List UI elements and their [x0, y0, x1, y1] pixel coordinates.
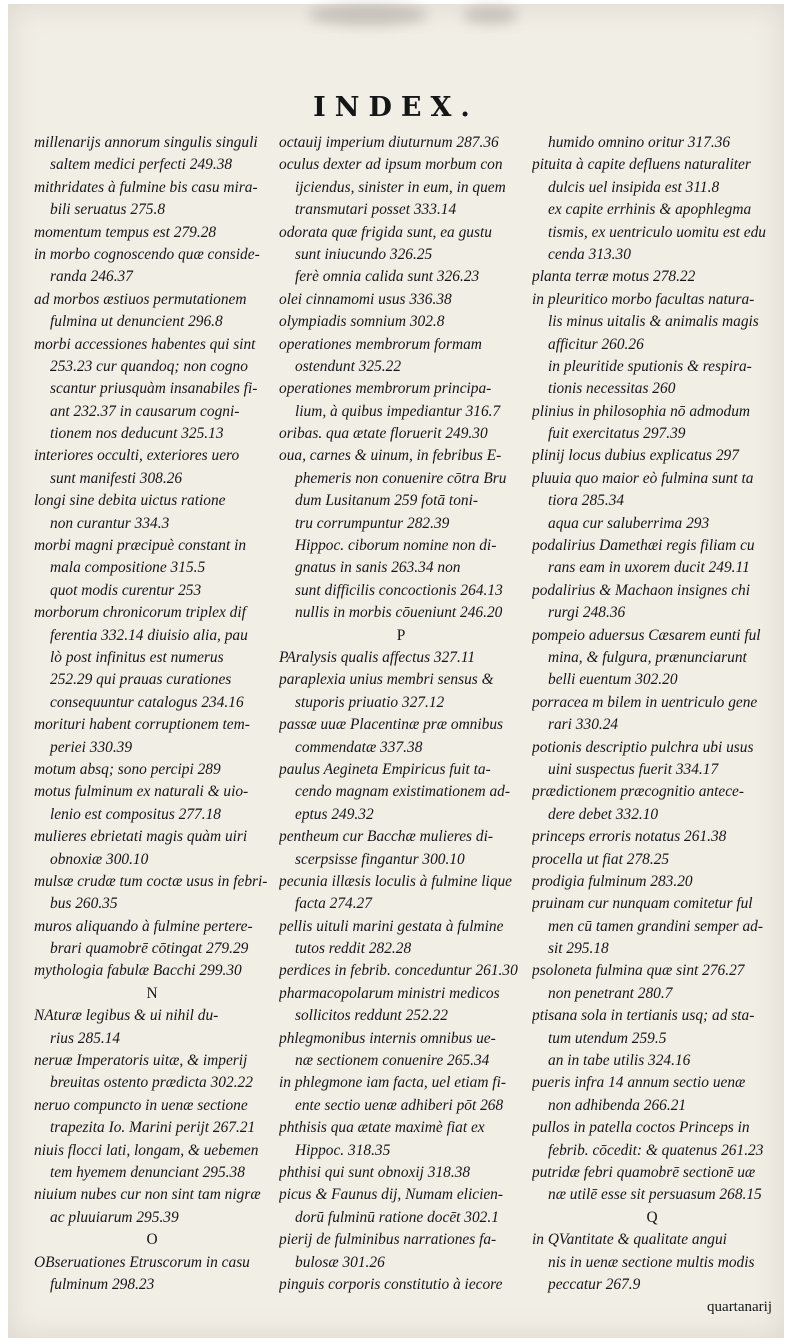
index-entry-line: tem hyemem denunciant 295.38: [50, 1163, 245, 1181]
index-entry-line: lenio est compositus 277.18: [50, 805, 221, 823]
index-entry-line: quot modis curentur 253: [50, 581, 202, 599]
index-entry-line: ant 232.37 in causarum cogni-: [50, 402, 240, 420]
index-entry-line: muros aliquando à fulmine pertere-: [34, 917, 253, 935]
index-entry-line: tiora 285.34: [548, 492, 625, 510]
index-entry-line: pruinam cur nunquam comitetur ful: [532, 895, 753, 913]
index-column-2: [279, 132, 523, 1296]
index-entry-line: tutos reddit 282.28: [295, 940, 412, 958]
section-letter: O: [146, 1231, 158, 1249]
index-entry-line: fuit exercitatus 297.39: [548, 425, 686, 443]
index-entry-line: paraplexia unius membri sensus &: [279, 671, 494, 689]
index-entry-line: odorata quæ frigida sunt, ea gustu: [279, 223, 492, 241]
index-entry-line: procella ut fiat 278.25: [532, 850, 670, 868]
index-entry-line: oculus dexter ad ipsum morbum con: [279, 156, 503, 174]
section-letter: Q: [646, 1208, 658, 1226]
index-column-3: [532, 132, 772, 1319]
index-entry-line: morituri habent corruptionem tem-: [34, 716, 250, 734]
index-entry-line: commendatæ 337.38: [295, 738, 423, 756]
index-entry-line: in morbo cognoscendo quæ conside-: [34, 245, 260, 263]
index-entry-line: pentheum cur Bacchæ mulieres di-: [279, 828, 493, 846]
index-entry-line: eptus 249.32: [295, 805, 374, 823]
index-entry-line: niuis flocci lati, longam, & uebemen: [34, 1141, 259, 1159]
index-entry-line: breuitas ostento prædicta 302.22: [50, 1074, 253, 1092]
index-entry-line: in pleuritide sputionis & respira-: [548, 357, 752, 375]
index-entry-line: morborum chronicorum triplex dif: [34, 604, 246, 622]
index-entry-line: saltem medici perfecti 249.38: [50, 156, 233, 174]
index-entry-line: sunt manifesti 308.26: [50, 469, 183, 487]
index-entry-line: sunt difficilis concoctionis 264.13: [295, 581, 503, 599]
index-entry-line: fulmina ut denuncient 296.8: [50, 313, 223, 331]
index-entry-line: lium, à quibus impediantur 316.7: [295, 402, 501, 420]
index-entry-line: næ utilē esse sit persuasum 268.15: [548, 1186, 762, 1204]
index-entry-line: ferè omnia calida sunt 326.23: [295, 268, 480, 286]
index-entry-line: plinius in philosophia nō admodum: [532, 402, 751, 420]
index-entry-line: non curantur 334.3: [50, 514, 170, 532]
index-entry-line: bili seruatus 275.8: [50, 201, 166, 219]
index-entry-line: tionem nos deducunt 325.13: [50, 425, 224, 443]
index-entry-line: tru corrumpuntur 282.39: [295, 514, 450, 532]
index-entry-line: tismis, ex uentriculo uomitu est edu: [548, 223, 767, 241]
index-entry-line: dum Lusitanum 259 fotā toni-: [295, 492, 478, 510]
index-entry-line: motum absq; sono percipi 289: [34, 760, 221, 778]
index-entry-line: in QVantitate & qualitate angui: [532, 1231, 727, 1249]
page-title: INDEX.: [313, 92, 479, 123]
index-entry-line: oua, carnes & uinum, in febribus E-: [279, 447, 502, 465]
index-entry-line: scantur priusquàm insanabiles fi-: [50, 380, 258, 398]
index-entry-line: mulieres ebrietati magis quàm uiri: [34, 828, 248, 846]
index-entry-line: randa 246.37: [50, 268, 133, 286]
index-entry-line: sit 295.18: [548, 940, 609, 958]
index-entry-line: morbi accessiones habentes qui sint: [34, 335, 256, 353]
index-entry-line: longi sine debita uictus ratione: [34, 492, 226, 510]
index-entry-line: olei cinnamomi usus 336.38: [279, 290, 452, 308]
index-entry-line: Hippoc. ciborum nomine non di-: [295, 537, 497, 555]
index-entry-line: lò post infinitus est numerus: [50, 648, 224, 666]
index-entry-line: phlegmonibus internis omnibus ue-: [279, 1029, 496, 1047]
index-entry-line: fulminum 298.23: [50, 1275, 155, 1293]
index-entry-line: interiores occulti, exteriores uero: [34, 447, 240, 465]
index-entry-line: trapezita Io. Marini perijt 267.21: [50, 1119, 256, 1137]
index-entry-line: dorū fulminū ratione docēt 302.1: [295, 1208, 499, 1226]
index-entry-line: scerpsisse fingantur 300.10: [295, 850, 465, 868]
index-entry-line: febrib. cōcedit: & quatenus 261.23: [548, 1141, 764, 1159]
index-entry-line: princeps erroris notatus 261.38: [532, 828, 727, 846]
index-entry-line: putridæ febri quamobrē sectionē uæ: [532, 1163, 756, 1181]
index-entry-line: peccatur 267.9: [548, 1275, 641, 1293]
index-entry-line: dere debet 332.10: [548, 805, 659, 823]
index-entry-line: brari quamobrē cōtingat 279.29: [50, 940, 249, 958]
index-entry-line: an in tabe utilis 324.16: [548, 1052, 691, 1070]
index-entry-line: mithridates à fulmine bis casu mira-: [34, 178, 258, 196]
index-entry-line: facta 274.27: [295, 895, 372, 913]
index-entry-line: motus fulminum ex naturali & uio-: [34, 783, 249, 801]
index-entry-line: lis minus uitalis & animalis magis: [548, 313, 759, 331]
index-entry-line: uini suspectus fuerit 334.17: [548, 760, 719, 778]
index-entry-line: afficitur 260.26: [548, 335, 644, 353]
index-entry-line: PAralysis qualis affectus 327.11: [279, 648, 476, 666]
index-entry-line: bus 260.35: [50, 895, 118, 913]
index-entry-line: transmutari posset 333.14: [295, 201, 457, 219]
index-entry-line: prodigia fulminum 283.20: [532, 872, 693, 890]
index-entry-line: psoloneta fulmina quæ sint 276.27: [532, 962, 745, 980]
index-entry-line: prædictionem præcognitio antece-: [532, 783, 745, 801]
index-entry-line: Hippoc. 318.35: [295, 1141, 391, 1159]
index-entry-line: ijciendus, sinister in eum, in quem: [295, 178, 506, 196]
index-entry-line: sunt iniucundo 326.25: [295, 245, 433, 263]
index-entry-line: nis in uenæ sectione multis modis: [548, 1253, 755, 1271]
index-entry-line: rius 285.14: [50, 1029, 121, 1047]
index-entry-line: tum utendum 259.5: [548, 1029, 667, 1047]
index-entry-line: mulsæ crudæ tum coctæ usus in febri-: [34, 872, 268, 890]
index-entry-line: dulcis uel insipida est 311.8: [548, 178, 720, 196]
index-entry-line: bulosæ 301.26: [295, 1253, 385, 1271]
index-entry-line: phthisi qui sunt obnoxij 318.38: [279, 1163, 471, 1181]
index-entry-line: phemeris non conuenire cōtra Bru: [295, 469, 507, 487]
index-entry-line: ferentia 332.14 diuisio alia, pau: [50, 626, 248, 644]
index-entry-line: plinij locus dubius explicatus 297: [532, 447, 739, 465]
index-entry-line: rari 330.24: [548, 716, 619, 734]
index-entry-line: pierij de fulminibus narrationes fa-: [279, 1231, 497, 1249]
index-entry-line: ac pluuiarum 295.39: [50, 1208, 179, 1226]
index-entry-line: 252.29 qui prauas curationes: [50, 671, 232, 689]
index-entry-line: passæ uuæ Placentinæ præ omnibus: [279, 716, 504, 734]
index-entry-line: podalirius Damethæi regis filiam cu: [532, 537, 755, 555]
index-entry-line: pullos in patella coctos Princeps in: [532, 1119, 750, 1137]
index-entry-line: picus & Faunus dij, Numam elicien-: [279, 1186, 503, 1204]
index-entry-line: oribas. qua ætate floruerit 249.30: [279, 425, 488, 443]
index-entry-line: stuporis priuatio 327.12: [295, 693, 445, 711]
index-entry-line: neruo compuncto in uenæ sectione: [34, 1096, 248, 1114]
section-letter: P: [396, 626, 406, 644]
index-entry-line: ente sectio uenæ adhiberi pōt 268: [295, 1096, 504, 1114]
index-entry-line: podalirius & Machaon insignes chi: [532, 581, 751, 599]
index-column-1: [34, 132, 270, 1296]
index-entry-line: non penetrant 280.7: [548, 984, 673, 1002]
index-entry-line: potionis descriptio pulchra ubi usus: [532, 738, 754, 756]
index-entry-line: ex capite errhinis & apophlegma: [548, 201, 752, 219]
index-entry-line: paulus Aegineta Empiricus fuit ta-: [279, 760, 491, 778]
index-entry-line: periei 330.39: [50, 738, 133, 756]
index-entry-line: pluuia quo maior eò fulmina sunt ta: [532, 469, 754, 487]
index-entry-line: pompeio aduersus Cæsarem eunti ful: [532, 626, 761, 644]
index-entry-line: non adhibenda 266.21: [548, 1096, 687, 1114]
index-entry-line: men cū tamen grandini semper ad-: [548, 917, 764, 935]
index-entry-line: pituita à capite defluens naturaliter: [532, 156, 751, 174]
index-entry-line: OBseruationes Etruscorum in casu: [34, 1253, 250, 1271]
index-entry-line: in pleuritico morbo facultas natura-: [532, 290, 755, 308]
index-entry-line: millenarijs annorum singulis singuli: [34, 134, 258, 151]
index-entry-line: octauij imperium diuturnum 287.36: [279, 134, 499, 151]
index-entry-line: 253.23 cur quandoq; non cogno: [50, 357, 248, 375]
catchword: quartanarij: [707, 1299, 772, 1316]
index-entry-line: perdices in febrib. conceduntur 261.30: [279, 962, 518, 980]
index-entry-line: momentum tempus est 279.28: [34, 223, 217, 241]
index-entry-line: pecunia illæsis loculis à fulmine lique: [279, 872, 512, 890]
index-entry-line: porracea m bilem in uentriculo gene: [532, 693, 758, 711]
book-page: [8, 4, 784, 1338]
index-entry-line: cenda 313.30: [548, 245, 631, 263]
index-entry-line: niuium nubes cur non sint tam nigræ: [34, 1186, 261, 1204]
index-entry-line: mina, & fulgura, prænunciarunt: [548, 648, 747, 666]
index-entry-line: ptisana sola in tertianis usq; ad sta-: [532, 1007, 755, 1025]
index-entry-line: operationes membrorum principa-: [279, 380, 492, 398]
index-entry-line: nullis in morbis cōueniunt 246.20: [295, 604, 503, 622]
index-entry-line: phthisis qua ætate maximè fiat ex: [279, 1119, 485, 1137]
index-entry-line: pellis uituli marini gestata à fulmine: [279, 917, 504, 935]
index-entry-line: operationes membrorum formam: [279, 335, 482, 353]
index-entry-line: olympiadis somnium 302.8: [279, 313, 445, 331]
index-entry-line: pharmacopolarum ministri medicos: [279, 984, 500, 1002]
index-entry-line: morbi magni præcipuè constant in: [34, 537, 247, 555]
index-entry-line: rans eam in uxorem ducit 249.11: [548, 559, 750, 577]
index-entry-line: obnoxiæ 300.10: [50, 850, 149, 868]
index-entry-line: gnatus in sanis 263.34 non: [295, 559, 461, 577]
index-entry-line: pueris infra 14 annum sectio uenæ: [532, 1074, 746, 1092]
index-entry-line: humido omnino oritur 317.36: [548, 134, 731, 151]
index-entry-line: aqua cur saluberrima 293: [548, 514, 710, 532]
index-entry-line: næ sectionem conuenire 265.34: [295, 1052, 490, 1070]
index-entry-line: pinguis corporis constitutio à iecore: [279, 1275, 503, 1293]
index-entry-line: NAturæ legibus & ui nihil du-: [34, 1007, 219, 1025]
index-entry-line: neruæ Imperatoris uitæ, & imperij: [34, 1052, 248, 1070]
index-entry-line: consequuntur catalogus 234.16: [50, 693, 244, 711]
index-entry-line: ostendunt 325.22: [295, 357, 402, 375]
index-entry-line: rurgi 248.36: [548, 604, 626, 622]
index-entry-line: belli euentum 302.20: [548, 671, 678, 689]
index-entry-line: planta terræ motus 278.22: [532, 268, 696, 286]
index-entry-line: mythologia fabulæ Bacchi 299.30: [34, 962, 242, 980]
index-entry-line: mala compositione 315.5: [50, 559, 206, 577]
index-entry-line: tionis necessitas 260: [548, 380, 676, 398]
index-entry-line: ad morbos æstiuos permutationem: [34, 290, 247, 308]
index-entry-line: sollicitos reddunt 252.22: [295, 1007, 448, 1025]
index-entry-line: in phlegmone iam facta, uel etiam fi-: [279, 1074, 506, 1092]
section-letter: N: [146, 984, 158, 1002]
index-entry-line: cendo magnam existimationem ad-: [295, 783, 510, 801]
